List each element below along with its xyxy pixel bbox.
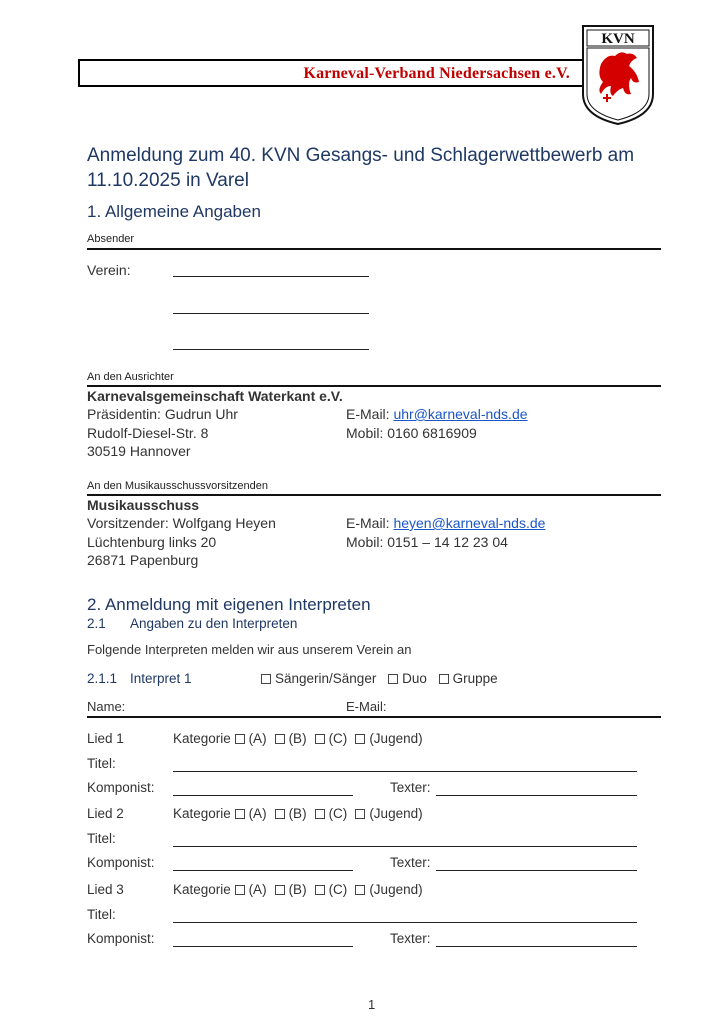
texter-label: Texter: <box>390 931 431 946</box>
category-option[interactable]: (A) <box>235 731 267 746</box>
titel-field[interactable] <box>173 771 637 772</box>
category-row <box>173 731 431 746</box>
sender-rule <box>87 248 661 250</box>
komponist-field[interactable] <box>173 870 353 871</box>
committee-mobile: Mobil: 0151 – 14 12 23 04 <box>346 534 508 550</box>
texter-label: Texter: <box>390 780 431 795</box>
interpreter-label: Interpret 1 <box>130 671 192 686</box>
checkbox[interactable] <box>235 809 245 819</box>
category-option[interactable]: (Jugend) <box>355 731 422 746</box>
texter-field[interactable] <box>436 946 637 947</box>
checkbox[interactable] <box>275 809 285 819</box>
category-label: Kategorie <box>173 731 231 746</box>
kvn-logo <box>581 24 655 126</box>
checkbox[interactable] <box>439 674 449 684</box>
organizer-email-link[interactable]: uhr@karneval-nds.de <box>393 406 528 422</box>
checkbox[interactable] <box>315 734 325 744</box>
organizer-line2: Rudolf-Diesel-Str. 8 <box>87 425 209 441</box>
komponist-field[interactable] <box>173 795 353 796</box>
organizer-rule <box>87 385 661 387</box>
checkbox[interactable] <box>388 674 398 684</box>
texter-label: Texter: <box>390 855 431 870</box>
category-option[interactable]: (B) <box>275 731 307 746</box>
category-option[interactable]: (Jugend) <box>355 882 422 897</box>
committee-email-link[interactable]: heyen@karneval-nds.de <box>393 515 546 531</box>
sender-label: Absender <box>87 233 135 245</box>
section2-heading: 2. Anmeldung mit eigenen Interpreten <box>87 595 371 614</box>
checkbox[interactable] <box>275 734 285 744</box>
section2-1-heading: Angaben zu den Interpreten <box>130 616 298 631</box>
committee-email-label: E-Mail: <box>346 515 394 531</box>
titel-field[interactable] <box>173 846 637 847</box>
interpreter-rule <box>87 716 661 718</box>
checkbox[interactable] <box>261 674 271 684</box>
titel-label: Titel: <box>87 907 116 922</box>
checkbox[interactable] <box>315 809 325 819</box>
option-soloist[interactable]: Sängerin/Sänger <box>261 671 376 686</box>
organizer-name: Karnevalsgemeinschaft Waterkant e.V. <box>87 388 343 404</box>
committee-name: Musikausschuss <box>87 497 200 513</box>
texter-field[interactable] <box>436 870 637 871</box>
checkbox[interactable] <box>235 885 245 895</box>
logo-text: KVN <box>601 31 635 47</box>
page-title: Anmeldung zum 40. KVN Gesangs- und Schlagerwettbewerb am 11.10.2025 in Varel <box>87 145 635 191</box>
category-option[interactable]: (B) <box>275 882 307 897</box>
checkbox[interactable] <box>275 885 285 895</box>
komponist-label: Komponist: <box>87 931 155 946</box>
category-option[interactable]: (C) <box>315 882 348 897</box>
checkbox[interactable] <box>315 885 325 895</box>
category-option[interactable]: (A) <box>235 806 267 821</box>
committee-rule <box>87 494 661 496</box>
checkbox[interactable] <box>355 885 365 895</box>
organizer-email-label: E-Mail: <box>346 406 394 422</box>
interpreter-type-options <box>261 671 506 686</box>
interpreter-number: 2.1.1 <box>87 671 118 686</box>
category-row <box>173 882 431 897</box>
section2-1-number: 2.1 <box>87 616 106 631</box>
checkbox[interactable] <box>355 809 365 819</box>
name-label: Name: <box>87 699 126 714</box>
verein-label: Verein: <box>87 262 131 278</box>
committee-email-row <box>346 515 545 531</box>
titel-label: Titel: <box>87 756 116 771</box>
category-label: Kategorie <box>173 882 231 897</box>
organizer-email-row <box>346 406 528 422</box>
komponist-field[interactable] <box>173 946 353 947</box>
org-name: Karneval-Verband Niedersachsen e.V. <box>303 65 570 82</box>
titel-field[interactable] <box>173 922 637 923</box>
section1-heading: 1. Allgemeine Angaben <box>87 202 261 221</box>
category-label: Kategorie <box>173 806 231 821</box>
organizer-line1: Präsidentin: Gudrun Uhr <box>87 406 238 422</box>
page-number: 1 <box>368 997 376 1012</box>
song-label: Lied 2 <box>87 806 124 821</box>
committee-line1: Vorsitzender: Wolfgang Heyen <box>87 515 276 531</box>
intro-text: Folgende Interpreten melden wir aus unserem Verein an <box>87 642 412 657</box>
category-option[interactable]: (Jugend) <box>355 806 422 821</box>
song-label: Lied 1 <box>87 731 124 746</box>
titel-label: Titel: <box>87 831 116 846</box>
committee-line2: Lüchtenburg links 20 <box>87 534 217 550</box>
committee-line3: 26871 Papenburg <box>87 552 199 568</box>
checkbox[interactable] <box>235 734 245 744</box>
organizer-line3: 30519 Hannover <box>87 443 191 459</box>
verein-field-3[interactable] <box>173 349 369 350</box>
option-duo[interactable]: Duo <box>388 671 427 686</box>
email-label: E-Mail: <box>346 699 387 714</box>
verein-field-1[interactable] <box>173 276 369 277</box>
verein-field-2[interactable] <box>173 313 369 314</box>
header-banner <box>78 59 590 87</box>
texter-field[interactable] <box>436 795 637 796</box>
category-option[interactable]: (C) <box>315 731 348 746</box>
category-option[interactable]: (B) <box>275 806 307 821</box>
category-option[interactable]: (A) <box>235 882 267 897</box>
option-group[interactable]: Gruppe <box>439 671 498 686</box>
organizer-mobile: Mobil: 0160 6816909 <box>346 425 477 441</box>
song-label: Lied 3 <box>87 882 124 897</box>
committee-label: An den Musikausschussvorsitzenden <box>87 480 268 492</box>
komponist-label: Komponist: <box>87 855 155 870</box>
organizer-label: An den Ausrichter <box>87 371 174 383</box>
checkbox[interactable] <box>355 734 365 744</box>
komponist-label: Komponist: <box>87 780 155 795</box>
category-option[interactable]: (C) <box>315 806 348 821</box>
category-row <box>173 806 431 821</box>
